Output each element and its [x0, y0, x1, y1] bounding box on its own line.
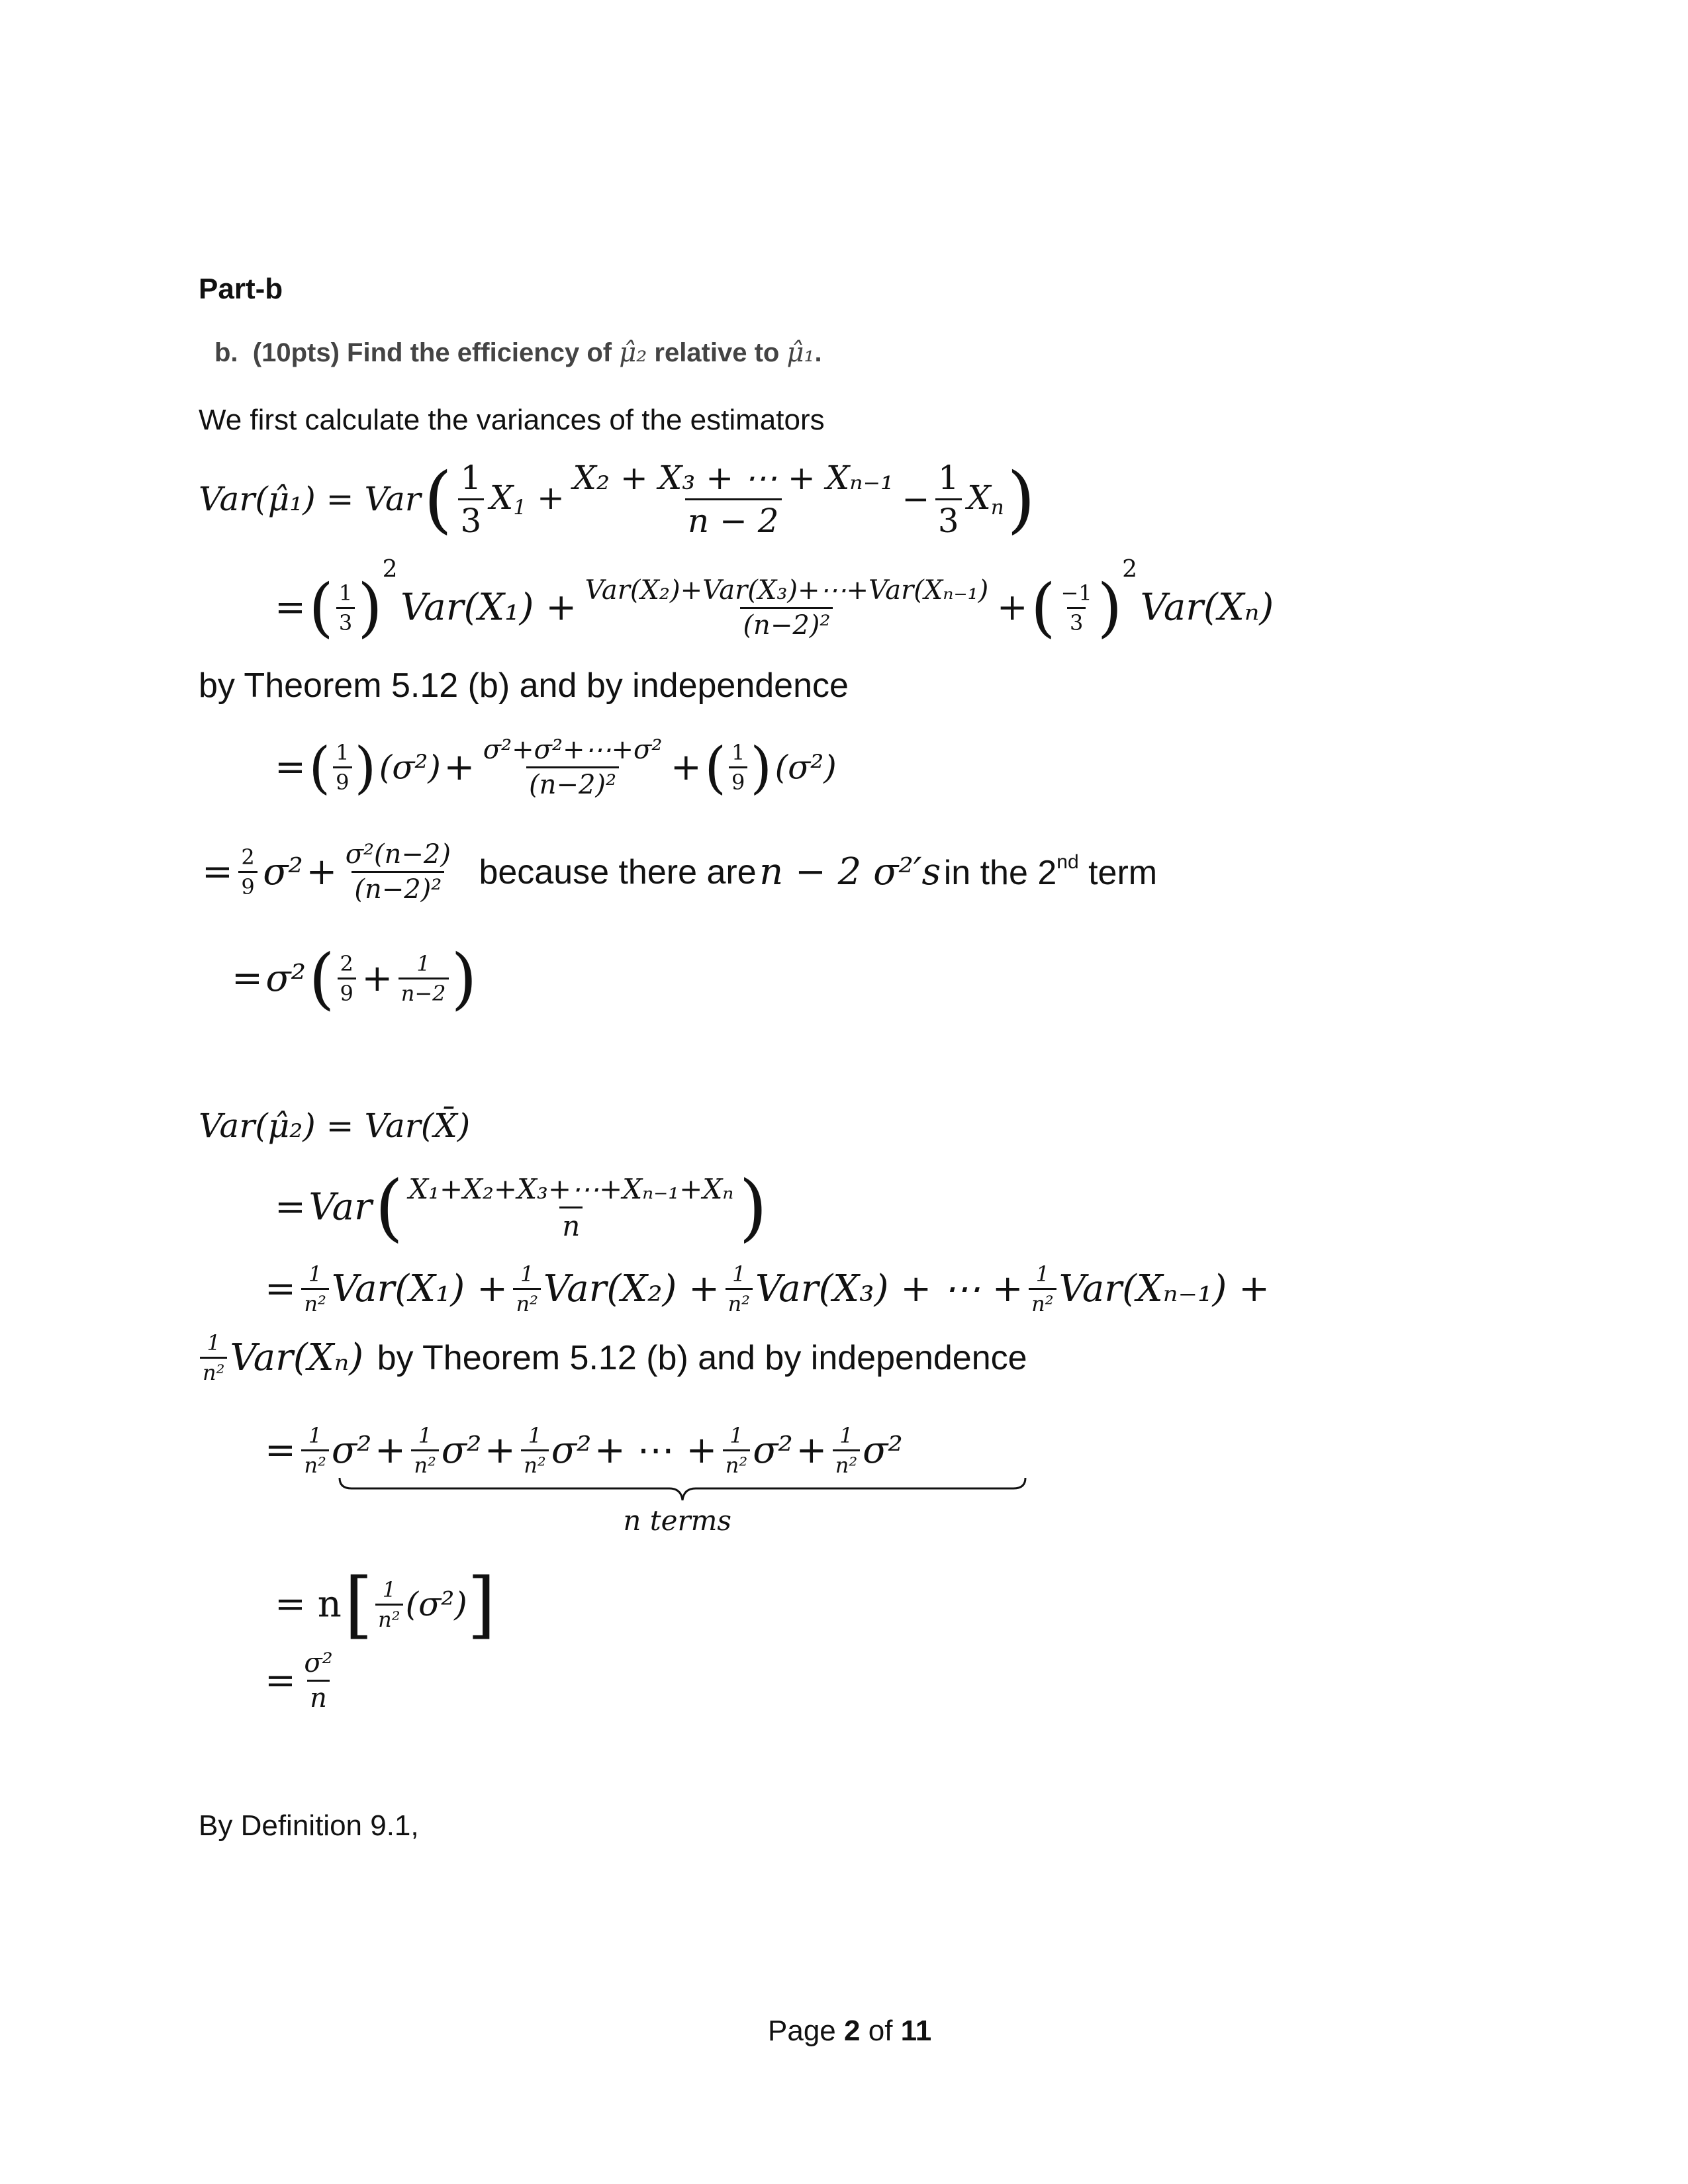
mu2-l2-frac: $\frac{\text{X₁+X₂+X₃+⋯+Xₙ₋₁+Xₙ}}{n}$ — [408, 1172, 734, 1242]
question-est2: μ̂₂ — [619, 338, 647, 368]
mu2-lhs: Var(μ̂₂) = Var(X̄) — [199, 1107, 471, 1145]
mu1-theorem-line: by Theorem 5.12 (b) and by independence — [199, 666, 849, 705]
mu1-lhs: Var(μ̂₁) = Var — [199, 480, 421, 518]
mu1-eq-line1: Var(μ̂₁) = Var ( $\frac{1}{3}$ $X_1$ + $\frac{\text{X₂ + X₃ + ⋯ + Xₙ₋₁}}{n - 2}$ − $\frac{1}{3}$ $X_n$ ) — [199, 457, 1036, 541]
mu1-sum-frac: $\frac{\text{X₂ + X₃ + ⋯ + Xₙ₋₁}}{n - 2}$ — [573, 458, 894, 540]
mu1-l3-frac: $\frac{\text{σ²+σ²+⋯+σ²}}{\text{(n−2)²}}$ — [483, 735, 663, 800]
mu1-frac-1-3b: $\frac{1}{3}$ — [935, 459, 962, 540]
mu1-eq-line5: = σ² ( $\frac{2}{9}$ + $\frac{1}{n-2}$ ) — [232, 940, 477, 1017]
mu1-eq-line2: = ( $\frac{1}{3}$ )$^2$ Var(X₁) + $\frac{\text{Var(X₂)+Var(X₃)+⋯+Var(Xₙ₋₁)}}{\text{(n−2)²}}$ + ( $\frac{-1}{3}$ )$^2$ Var(Xₙ) — [275, 556, 1274, 645]
underbrace — [338, 1477, 1027, 1503]
page-total: 11 — [900, 2015, 932, 2047]
question-line: b. (10pts) Find the efficiency of μ̂₂ relative to μ̂₁. — [214, 338, 822, 368]
question-points: (10pts) — [252, 338, 340, 367]
mu1-eq-line3: = ( $\frac{1}{9}$ ) (σ²) + $\frac{\text{σ²+σ²+⋯+σ²}}{\text{(n−2)²}}$ + ( $\frac{1}{9}$ ) (σ²) — [275, 735, 837, 800]
question-relative: relative to — [654, 338, 780, 367]
brace-label: n terms — [623, 1504, 731, 1537]
mu1-l2-var-xn: Var(Xₙ) — [1140, 586, 1274, 629]
mu2-eq-line3: = $\frac{1}{\text{n²}}$ Var(X₁) + $\frac{1}{\text{n²}}$ Var(X₂) + $\frac{1}{\text{n²}}$ Var(X₃) + ⋯ + $\frac{1}{\text{n²}}$ Var(Xₙ₋₁) + — [265, 1261, 1270, 1316]
mu1-l4-frac: $\frac{\text{σ²(n−2)}}{\text{(n−2)²}}$ — [345, 839, 451, 905]
mu2-eq-line3b: $\frac{1}{\text{n²}}$ Var(Xₙ) by Theorem 5.12 (b) and by independence — [197, 1330, 1027, 1385]
question-prefix: b. — [214, 338, 238, 367]
page-number: 2 — [844, 2015, 861, 2047]
mu1-frac-1-3: $\frac{1}{3}$ — [458, 459, 485, 540]
section-title: Part-b — [199, 273, 283, 305]
mu1-l2-sum-frac: $\frac{\text{Var(X₂)+Var(X₃)+⋯+Var(Xₙ₋₁)}}{\text{(n−2)²}}$ — [585, 574, 989, 641]
mu1-eq-line4: = $\frac{2}{9}$ σ² + $\frac{\text{σ²(n−2)}}{\text{(n−2)²}}$ because there are n − 2 σ²′s in the 2nd term — [202, 839, 1158, 905]
mu2-eq-line4: = $\frac{1}{\text{n²}}$ σ² + $\frac{1}{\text{n²}}$ σ² + $\frac{1}{\text{n²}}$ σ² + ⋯ + $\frac{1}{\text{n²}}$ σ² + $\frac{1}{\text{n²}}$ σ² n terms — [265, 1423, 903, 1478]
intro-text: We first calculate the variances of the estimators — [199, 404, 825, 436]
question-est1: μ̂₁ — [786, 338, 815, 368]
mu2-eq-line5: = n [ $\frac{1}{\text{n²}}$ (σ²)] — [275, 1562, 496, 1647]
page-footer: Page 2 of 11 — [768, 2015, 932, 2047]
mu2-eq-line2: = Var ( $\frac{\text{X₁+X₂+X₃+⋯+Xₙ₋₁+Xₙ}}{n}$ ) — [275, 1165, 768, 1250]
mu1-l2-frac3: $\frac{-1}{3}$ — [1060, 580, 1092, 635]
mu2-eq-line6: = $\frac{\text{σ²}}{n}$ — [265, 1648, 333, 1713]
brace-group: $\frac{1}{\text{n²}}$ σ² + $\frac{1}{\text{n²}}$ σ² + $\frac{1}{\text{n²}}$ σ² + ⋯ + $\frac{1}{\text{n²}}$ σ² + $\frac{1}{\text{n²}}$ σ² n terms — [299, 1423, 902, 1478]
question-text: Find the efficiency of — [347, 338, 612, 367]
mu1-l2-var-x1: Var(X₁) + — [400, 586, 577, 629]
mu1-l2-frac: $\frac{1}{3}$ — [336, 580, 355, 635]
definition-line: By Definition 9.1, — [199, 1809, 419, 1842]
